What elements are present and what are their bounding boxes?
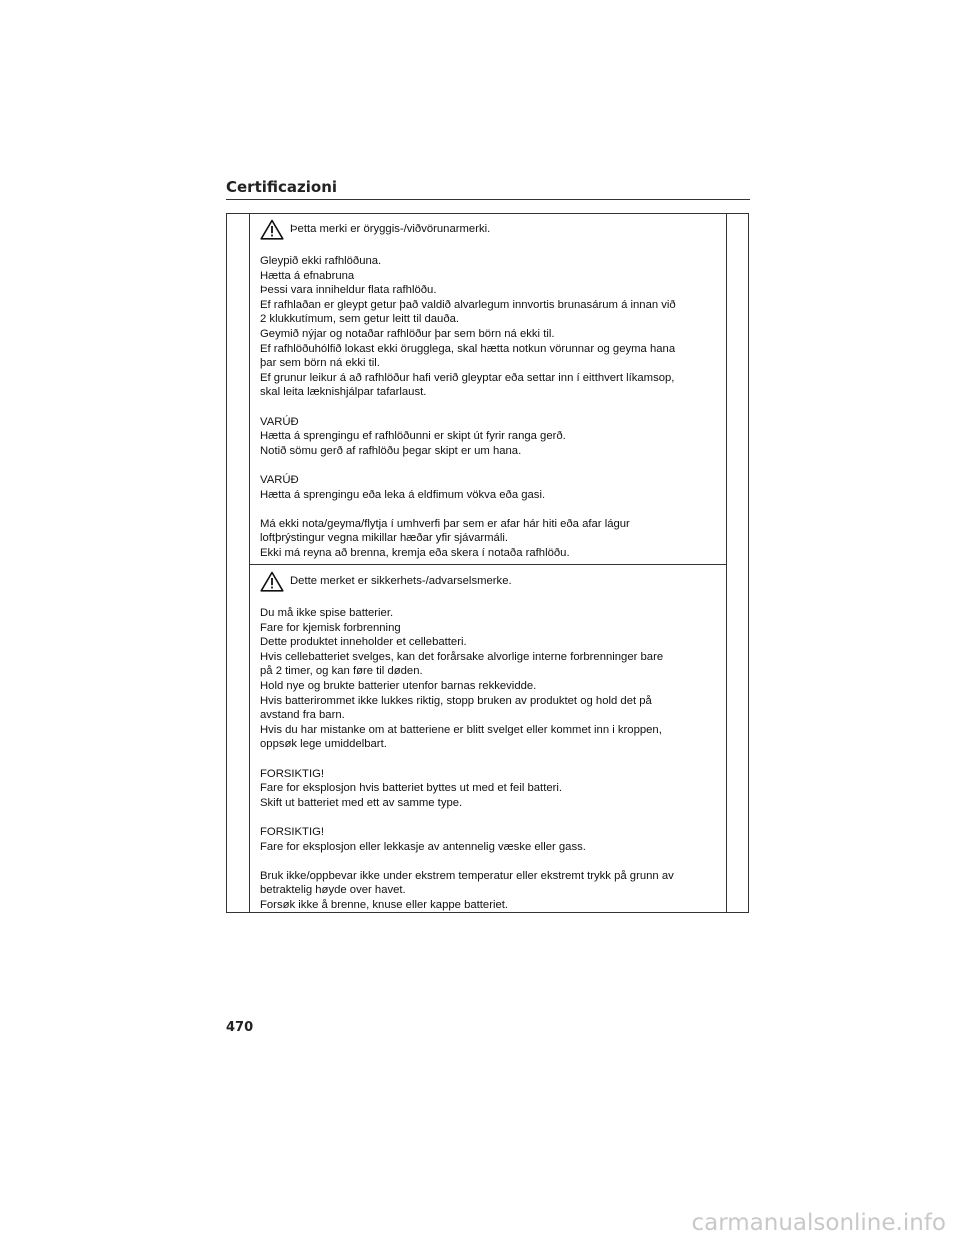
text-line: Bruk ikke/oppbevar ikke under ekstrem temperatur eller ekstremt trykk på grunn av bbox=[260, 869, 674, 882]
text-line: 2 klukkutímum, sem getur leitt til dauða. bbox=[260, 313, 460, 326]
text-line: þar sem börn ná ekki til. bbox=[260, 357, 380, 370]
text-line: Gleypið ekki rafhlöðuna. bbox=[260, 255, 382, 267]
text-line: avstand fra barn. bbox=[260, 709, 345, 722]
text-line: Hvis batterirommet ikke lukkes riktig, stopp bruken av produktet og hold det på bbox=[260, 694, 652, 707]
warning-paragraph bbox=[260, 517, 726, 561]
text-line: skal leita læknishjálpar tafarlaust. bbox=[260, 386, 427, 399]
watermark: carmanualsonline.info bbox=[691, 1210, 946, 1236]
title-divider bbox=[226, 199, 750, 200]
icelandic-warning-section bbox=[249, 213, 727, 565]
text-line: loftþrýstingur vegna mikillar hæðar yfir sjávarmáli. bbox=[260, 532, 508, 545]
text-line: oppsøk lege umiddelbart. bbox=[260, 738, 387, 751]
text-line: betraktelig høyde over havet. bbox=[260, 884, 406, 897]
text-line: Skift ut batteriet med ett av samme type. bbox=[260, 796, 463, 809]
icelandic-paragraphs bbox=[260, 254, 726, 560]
warning-paragraph bbox=[260, 473, 726, 502]
text-line: Geymið nýjar og notaðar rafhlöður þar sem börn ná ekki til. bbox=[260, 327, 555, 340]
text-line: på 2 timer, og kan føre til døden. bbox=[260, 665, 423, 678]
warning-paragraph bbox=[260, 767, 726, 811]
text-line: Ef grunur leikur á að rafhlöður hafi verið gleyptar eða settar inn í eitthvert líkamsop, bbox=[260, 371, 675, 384]
warning-paragraph bbox=[260, 869, 726, 913]
warning-paragraph bbox=[260, 415, 726, 459]
text-line: VARÚÐ bbox=[260, 473, 299, 486]
text-line: Hætta á efnabruna bbox=[260, 269, 355, 282]
warning-paragraph bbox=[260, 825, 726, 854]
text-line: Ef rafhlöðuhólfið lokast ekki örugglega, skal hætta notkun vörunnar og geyma hana bbox=[260, 342, 676, 355]
text-line: Fare for eksplosjon hvis batteriet byttes ut med et feil batteri. bbox=[260, 782, 563, 795]
warning-paragraph bbox=[260, 606, 726, 752]
text-line: Má ekki nota/geyma/flytja í umhverfi þar sem er afar hár hiti eða afar lágur bbox=[260, 517, 630, 530]
text-line: Ekki má reyna að brenna, kremja eða skera í notaða rafhlöðu. bbox=[260, 546, 570, 559]
page-number: 470 bbox=[226, 1020, 254, 1035]
text-line: Dette produktet inneholder et cellebatteri. bbox=[260, 636, 467, 649]
norwegian-warning-section bbox=[249, 564, 727, 913]
text-line: Þessi vara inniheldur flata rafhlöðu. bbox=[260, 284, 437, 297]
warning-triangle-icon bbox=[260, 571, 284, 592]
text-line: FORSIKTIG! bbox=[260, 825, 325, 838]
warning-triangle-icon bbox=[260, 219, 284, 240]
text-line: Notið sömu gerð af rafhlöðu þegar skipt er um hana. bbox=[260, 444, 522, 457]
text-line: FORSIKTIG! bbox=[260, 767, 325, 780]
icelandic-warning-heading: Þetta merki er öryggis-/viðvörunarmerki. bbox=[290, 222, 491, 235]
text-line: Hvis du har mistanke om at batteriene er blitt svelget eller kommet inn i kroppen, bbox=[260, 723, 662, 736]
text-line: VARÚÐ bbox=[260, 415, 299, 428]
norwegian-warning-heading: Dette merket er sikkerhets-/advarselsmerke. bbox=[290, 574, 512, 587]
text-line: Hvis cellebatteriet svelges, kan det forårsake alvorlige interne forbrenninger bare bbox=[260, 650, 664, 663]
norwegian-paragraphs bbox=[260, 606, 726, 912]
text-line: Ef rafhlaðan er gleypt getur það valdið alvarlegum innvortis brunasárum á innan við bbox=[260, 298, 676, 311]
text-line: Hold nye og brukte batterier utenfor barnas rekkevidde. bbox=[260, 679, 537, 692]
text-line: Fare for kjemisk forbrenning bbox=[260, 621, 401, 634]
text-line: Fare for eksplosjon eller lekkasje av antennelig væske eller gass. bbox=[260, 840, 586, 853]
page-title: Certificazioni bbox=[226, 178, 338, 196]
norwegian-warning-heading-row bbox=[260, 570, 726, 592]
icelandic-warning-heading-row bbox=[260, 218, 726, 240]
text-line: Du må ikke spise batterier. bbox=[260, 607, 394, 619]
warning-paragraph bbox=[260, 254, 726, 400]
text-line: Forsøk ikke å brenne, knuse eller kappe batteriet. bbox=[260, 898, 509, 911]
text-line: Hætta á sprengingu ef rafhlöðunni er skipt út fyrir ranga gerð. bbox=[260, 430, 566, 443]
text-line: Hætta á sprengingu eða leka á eldfimum vökva eða gasi. bbox=[260, 488, 546, 501]
